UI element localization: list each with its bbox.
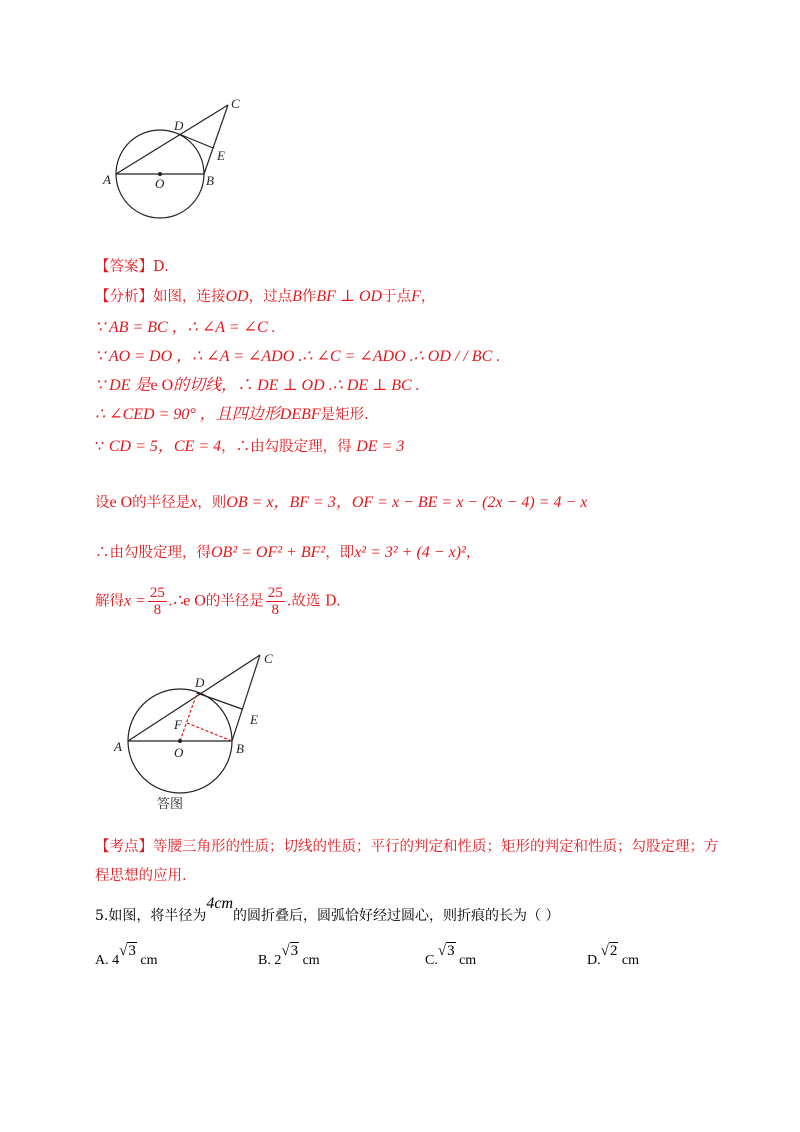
label-c: C xyxy=(231,96,240,111)
option-unit: cm xyxy=(455,953,477,968)
math: ∵ AO = DO ，∴ ∠A = ∠ADO .∴ ∠C = ∠ADO .∴ OD / / BC . xyxy=(95,348,501,365)
text: 解得 xyxy=(95,593,124,610)
analysis-line-5 xyxy=(95,401,369,424)
radicand: 3 xyxy=(290,943,299,959)
option-label: C. xyxy=(425,953,438,968)
math: BF ⊥ OD xyxy=(316,288,383,305)
fraction-numerator: 25 xyxy=(149,585,165,601)
math: 的切线，∴ DE ⊥ OD .∴ DE ⊥ BC . xyxy=(173,377,420,394)
fraction-25-8-second xyxy=(266,585,285,618)
radicand: 3 xyxy=(128,943,136,959)
text: .故选 D. xyxy=(286,593,341,610)
text: 设 xyxy=(95,495,110,511)
option-unit: cm xyxy=(299,953,320,968)
answer-bracket: 【答案】 xyxy=(95,259,153,275)
radicand: 3 xyxy=(447,943,455,959)
question-text: 5.如图，将半径为 xyxy=(95,908,207,924)
text: 于点 xyxy=(382,289,412,305)
math: x = xyxy=(124,592,146,610)
circle-symbol: e O xyxy=(183,592,206,610)
text: ，则 xyxy=(197,495,227,511)
analysis-line-4 xyxy=(95,372,420,395)
label-b: B xyxy=(236,741,244,756)
label-b: B xyxy=(206,173,214,188)
line-bf-dashed xyxy=(187,723,232,741)
text: ，∴由勾股定理，得 xyxy=(221,439,352,455)
option-unit: cm xyxy=(136,953,158,968)
sqrt-symbol: √3 xyxy=(119,943,136,959)
analysis-line-8 xyxy=(95,541,480,562)
fraction-denominator: 8 xyxy=(153,602,162,618)
math: DEBF xyxy=(279,406,321,423)
text: ， xyxy=(420,289,436,305)
line-bc xyxy=(232,655,260,741)
label-a: A xyxy=(114,739,122,754)
text: 的半径是 xyxy=(205,593,264,610)
analysis-line-3 xyxy=(95,343,500,366)
sqrt-symbol: √3 xyxy=(437,943,455,959)
text: ∵ xyxy=(95,439,105,455)
math: x² = 3² + (4 − x)² xyxy=(354,544,466,561)
math: OB² = OF² + BF² xyxy=(211,544,326,561)
circle-symbol: e O xyxy=(150,377,174,394)
label-e: E xyxy=(217,148,225,163)
text: ，过点 xyxy=(248,289,293,305)
math: OD xyxy=(225,288,249,305)
math: OB = x，BF = 3，OF = x − BE = x − (2x − 4) = 4 − x xyxy=(226,494,588,511)
kaodian-bracket: 【考点】 xyxy=(95,839,153,855)
figure-1 xyxy=(95,90,265,230)
math: F xyxy=(411,288,421,305)
text: 是矩形. xyxy=(320,407,369,423)
label-e: E xyxy=(250,712,258,727)
fraction-denominator: 8 xyxy=(271,602,279,618)
label-a: A xyxy=(103,172,111,187)
text: ∴由勾股定理，得 xyxy=(95,545,211,561)
label-o: O xyxy=(174,745,184,760)
circle-symbol: e O xyxy=(109,494,133,511)
analysis-bracket: 【分析】 xyxy=(95,289,153,305)
option-label: A. 4 xyxy=(95,953,120,968)
line-ac xyxy=(128,655,260,741)
sqrt-symbol: √3 xyxy=(281,943,299,959)
label-o: O xyxy=(155,176,165,191)
analysis-line-7 xyxy=(95,489,587,512)
analysis-line-9 xyxy=(95,585,341,618)
line-de xyxy=(179,134,213,148)
center-dot xyxy=(178,739,182,743)
math: CD = 5，CE = 4 xyxy=(108,438,222,455)
math: ∵ DE 是 xyxy=(95,377,151,394)
option-label: B. 2 xyxy=(258,953,282,968)
math: .∴ xyxy=(168,592,184,610)
label-f: F xyxy=(174,717,182,732)
answer-text: D. xyxy=(153,259,169,275)
option-d[interactable] xyxy=(587,943,639,969)
analysis-line-2 xyxy=(95,314,276,337)
option-unit: cm xyxy=(618,953,639,968)
text: 如图，连接 xyxy=(153,289,226,305)
text: 作 xyxy=(301,289,317,305)
text: 程思想的应用. xyxy=(95,868,187,884)
label-d: D xyxy=(174,118,184,133)
math: x xyxy=(190,494,198,511)
text: ， xyxy=(465,545,481,561)
option-b[interactable] xyxy=(258,943,320,969)
fraction-numerator: 25 xyxy=(267,585,283,601)
kaodian-line-2 xyxy=(95,864,187,885)
question-text: 的圆折叠后，圆弧恰好经过圆心，则折痕的长为（ ） xyxy=(233,908,560,924)
label-d: D xyxy=(195,675,205,690)
line-od-dashed xyxy=(180,693,197,741)
figure-2 xyxy=(100,645,300,820)
option-c[interactable] xyxy=(425,943,477,969)
option-label: D. xyxy=(587,953,601,968)
sqrt-symbol: √2 xyxy=(600,943,618,959)
kaodian-line-1 xyxy=(95,835,719,856)
text: 的半径是 xyxy=(132,495,191,511)
question-radius: 4cm xyxy=(206,895,234,912)
math: B xyxy=(292,288,302,305)
line-bc xyxy=(204,105,228,174)
text: ，即 xyxy=(325,545,355,561)
option-a[interactable] xyxy=(95,943,158,969)
math: ∵ AB = BC ，∴ ∠A = ∠C . xyxy=(95,319,276,336)
fraction-25-8 xyxy=(148,585,167,618)
math: ∴ ∠CED = 90° ，且四边形 xyxy=(95,406,280,423)
question-5 xyxy=(95,895,560,925)
answer-line xyxy=(95,255,169,276)
analysis-line-6 xyxy=(95,433,404,456)
figure-caption: 答图 xyxy=(157,797,184,812)
analysis-line-1 xyxy=(95,285,435,306)
label-c: C xyxy=(264,651,273,666)
math: DE = 3 xyxy=(356,438,405,455)
radicand: 2 xyxy=(609,943,618,959)
text: 等腰三角形的性质；切线的性质；平行的判定和性质；矩形的判定和性质；勾股定理；方 xyxy=(153,839,719,855)
